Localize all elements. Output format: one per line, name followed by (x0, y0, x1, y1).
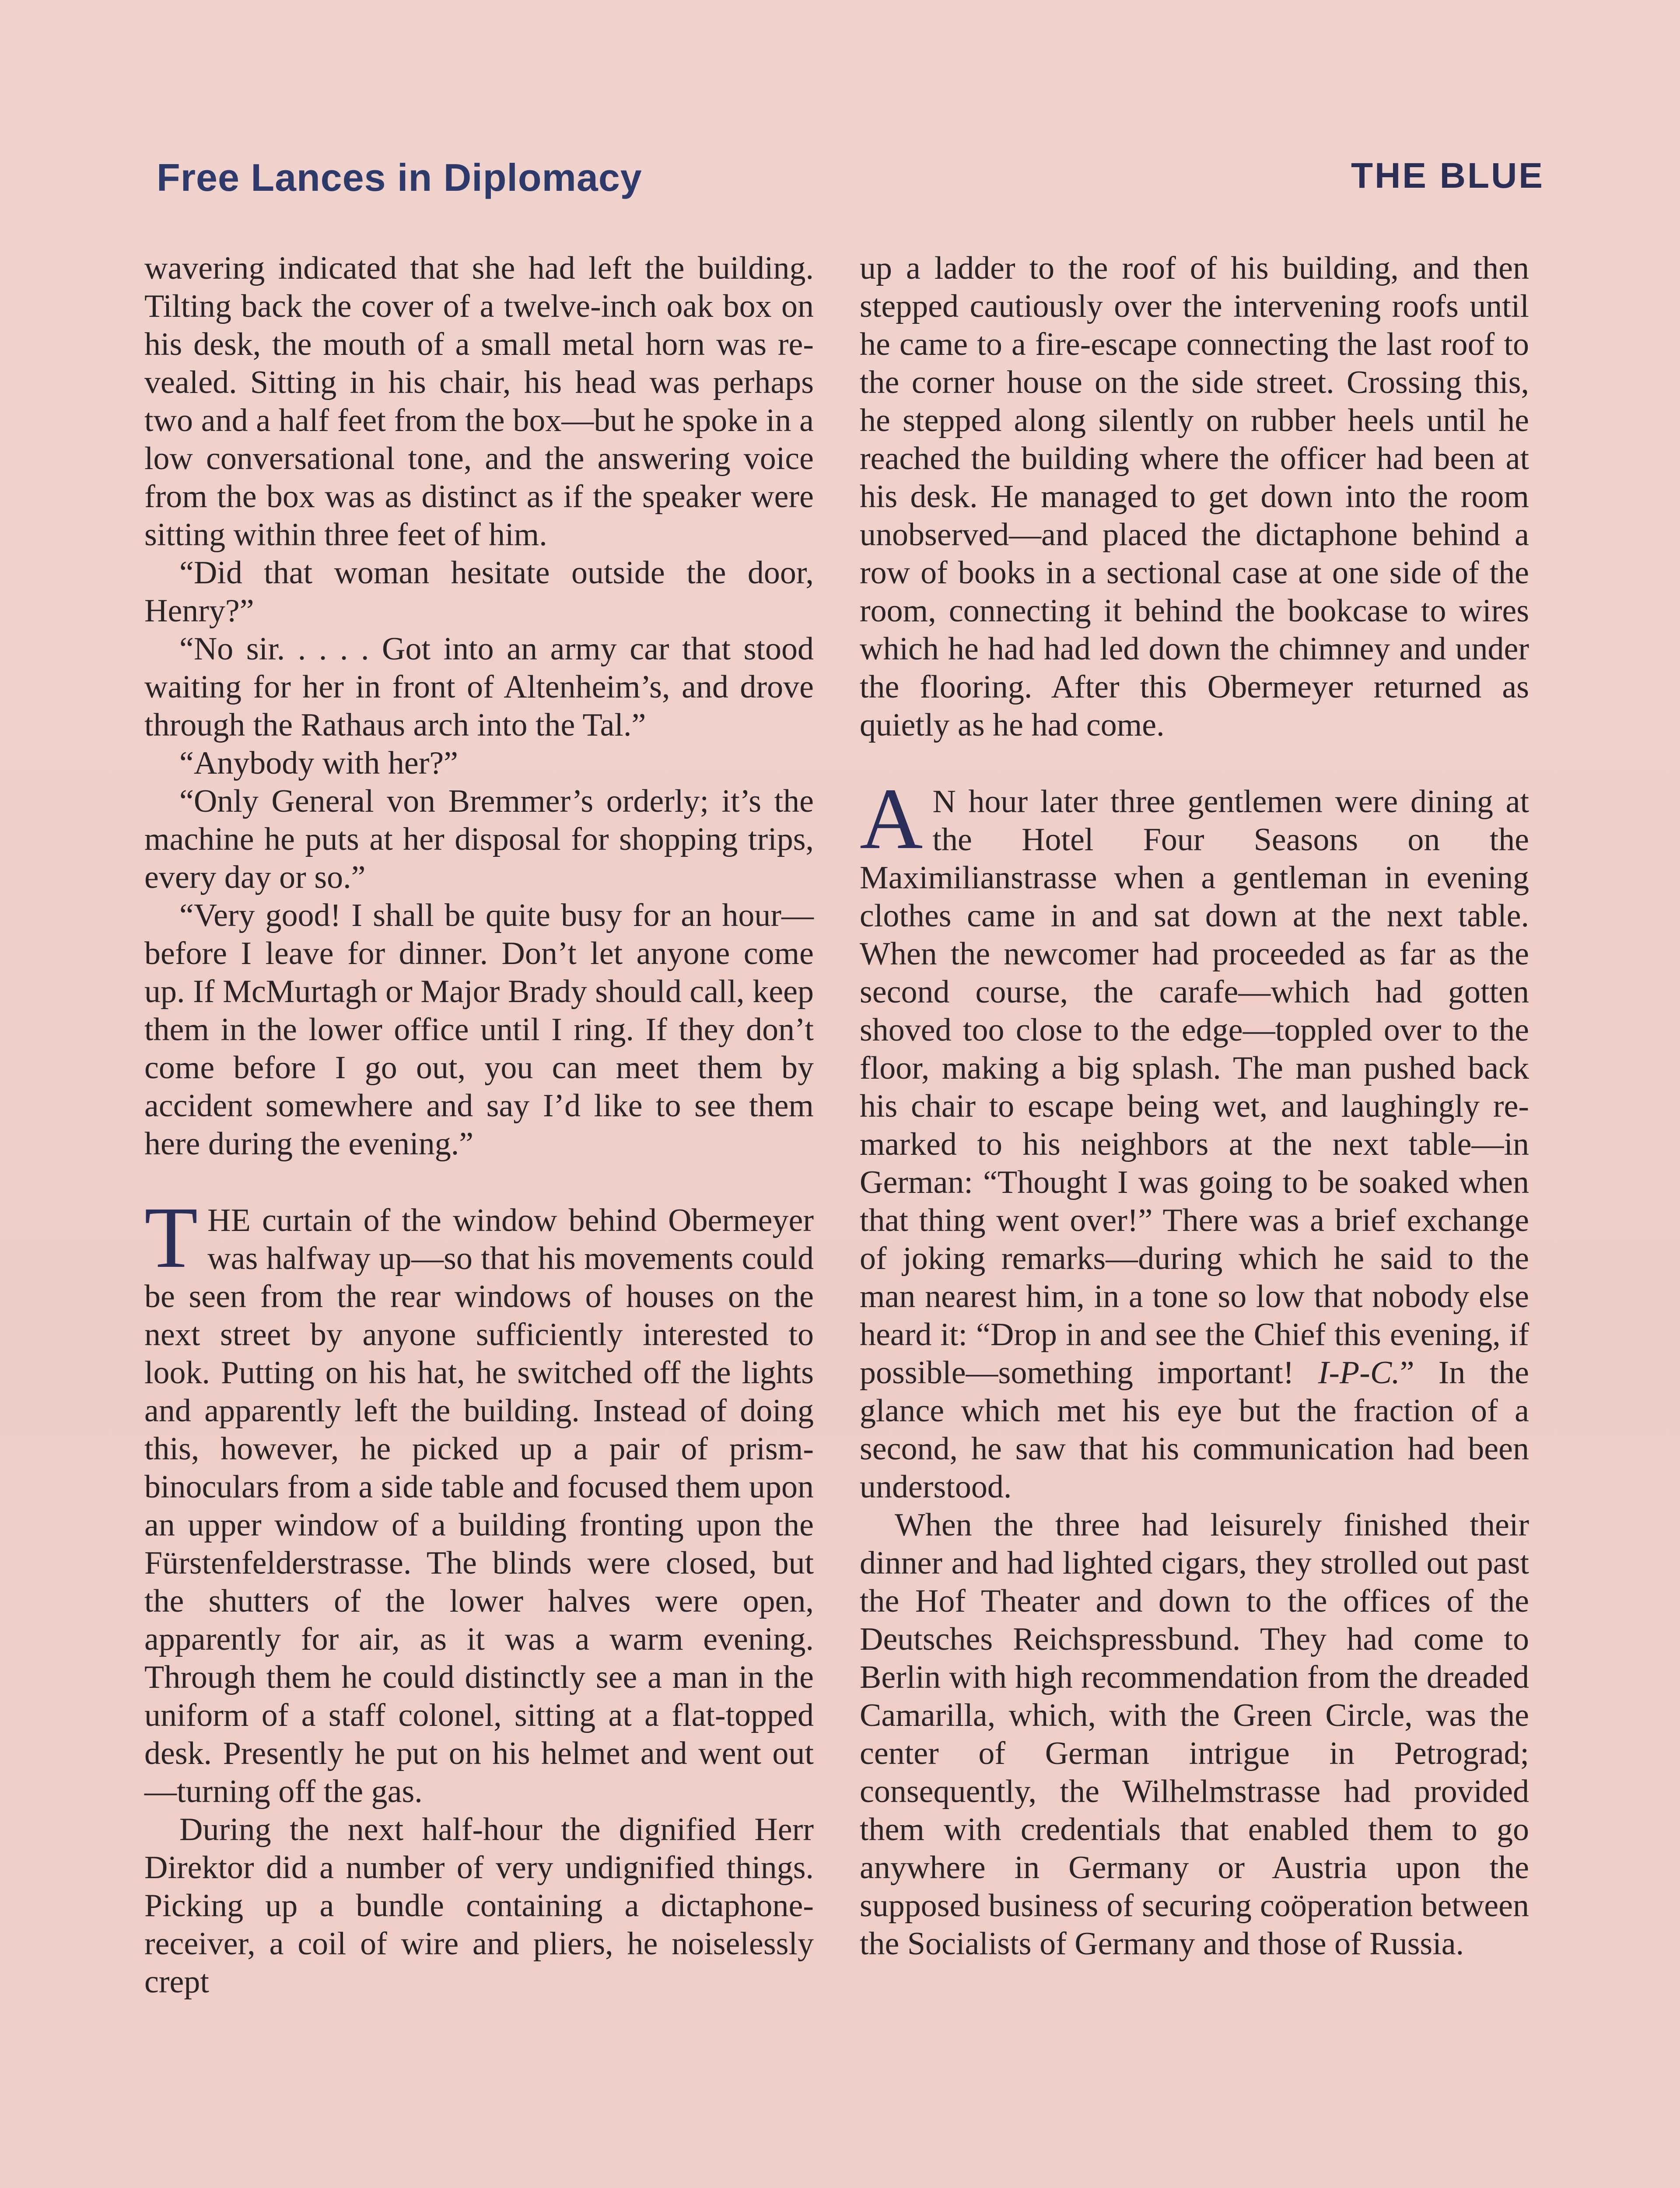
right-column (860, 249, 1529, 1963)
running-header (157, 155, 1544, 208)
italic-code: I-P-C. (1318, 1355, 1400, 1391)
paragraph: “No sir. . . . . Got into an army car that stood waiting for her in front of Altenheim’s, and drove through the Rathaus arch into the Tal.” (144, 631, 814, 743)
section-paragraph (860, 771, 1530, 1506)
story-title: Free Lances in Diplomacy (157, 156, 642, 199)
section-text: HE curtain of the window behind Obermeyer was halfway up—so that his movements could be seen from the rear windows of houses on the next street by anyone sufficiently interested to look. Putting on his hat, he switched off the lights and apparently left the building. Instead of doing this, however, he picked up a pair of prism-binoculars from a side table and focused them upon an upper window of a building fronting upon the Fürstenfelderstrasse. The blinds were closed, but the shutters of the lower halves were open, apparently for air, as it was a warm evening. Through them he could distinctly see a man in the uniform of a staff colonel, sitting at a flat-topped desk. Presently he put on his helmet and went out—turning off the gas. (144, 1203, 814, 1809)
drop-cap: T (144, 1189, 198, 1286)
section-text: N hour later three gentlemen were dining at the Hotel Four Seasons on the Maximilianstrasse when a gentleman in evening clothes came in and sat down at the next table. When the newcomer had proceeded as far as the second course, the carafe—which had gotten shoved too close to the edge—toppled over to the floor, making a big splash. The man pushed back his chair to escape being wet, and laughingly remarked to his neighbors at the next table—in German: “Thought I was going to be soaked when that thing went over!” There was a brief exchange of joking remarks—during which he said to the man nearest him, in a tone so low that nobody else heard it: “Drop in and see the Chief this evening, if possible—something important! (860, 784, 1529, 1391)
section-paragraph (144, 1189, 814, 1811)
paragraph: “Very good! I shall be quite busy for an hour—before I leave for dinner. Don’t let anyone come up. If McMurtagh or Major Brady should call, keep them in the lower office until I ring. If they don’t come before I go out, you can meet them by accident somewhere and say I’d like to see them here during the evening.” (144, 898, 814, 1162)
paragraph: During the next half-hour the dignified Herr Direktor did a number of very undignified things. Picking up a bundle containing a dictaphone-receiver, a coil of wire and pliers, he noiselessly crept (144, 1812, 814, 2000)
paragraph: “Only General von Bremmer’s orderly; it’s the machine he puts at her disposal for shopping trips, every day or so.” (144, 783, 814, 895)
paragraph: “Anybody with her?” (179, 745, 458, 781)
left-column (144, 249, 814, 2001)
paragraph: wavering indicated that she had left the building. Tilting back the cover of a twelve-inch oak box on his desk, the mouth of a small metal horn was revealed. Sitting in his chair, his head was perhaps two and a half feet from the box—but he spoke in a low conversational tone, and the answering voice from the box was as distinct as if the speaker were sitting within three feet of him. (144, 250, 814, 553)
paragraph: “Did that woman hesitate outside the door, Henry?” (144, 555, 814, 629)
section-text-end: ” In the glance which met his eye but the fraction of a second, he saw that his communication had been understood. (860, 1355, 1530, 1505)
drop-cap: A (860, 771, 923, 867)
paragraph: When the three had leisurely finished their dinner and had lighted cigars, they strolled out past the Hof Theater and down to the offices of the Deutsches Reichspressbund. They had come to Berlin with high recommendation from the dreaded Camarilla, which, with the Green Circle, was the center of German intrigue in Petrograd; consequently, the Wilhelmstrasse had provided them with credentials that enabled them to go anywhere in Germany or Austria upon the supposed business of securing coöperation between the Socialists of Germany and those of Russia. (860, 1507, 1529, 1962)
paragraph: up a ladder to the roof of his building, and then stepped cautiously over the intervening roofs until he came to a fire-escape connecting the last roof to the corner house on the side street. Crossing this, he stepped along silently on rubber heels until he reached the building where the officer had been at his desk. He managed to get down into the room unobserved—and placed the dictaphone behind a row of books in a sectional case at one side of the room, connecting it behind the bookcase to wires which he had had led down the chimney and under the flooring. After this Obermeyer returned as quietly as he had come. (860, 250, 1529, 743)
magazine-name: THE BLUE (1351, 156, 1544, 196)
